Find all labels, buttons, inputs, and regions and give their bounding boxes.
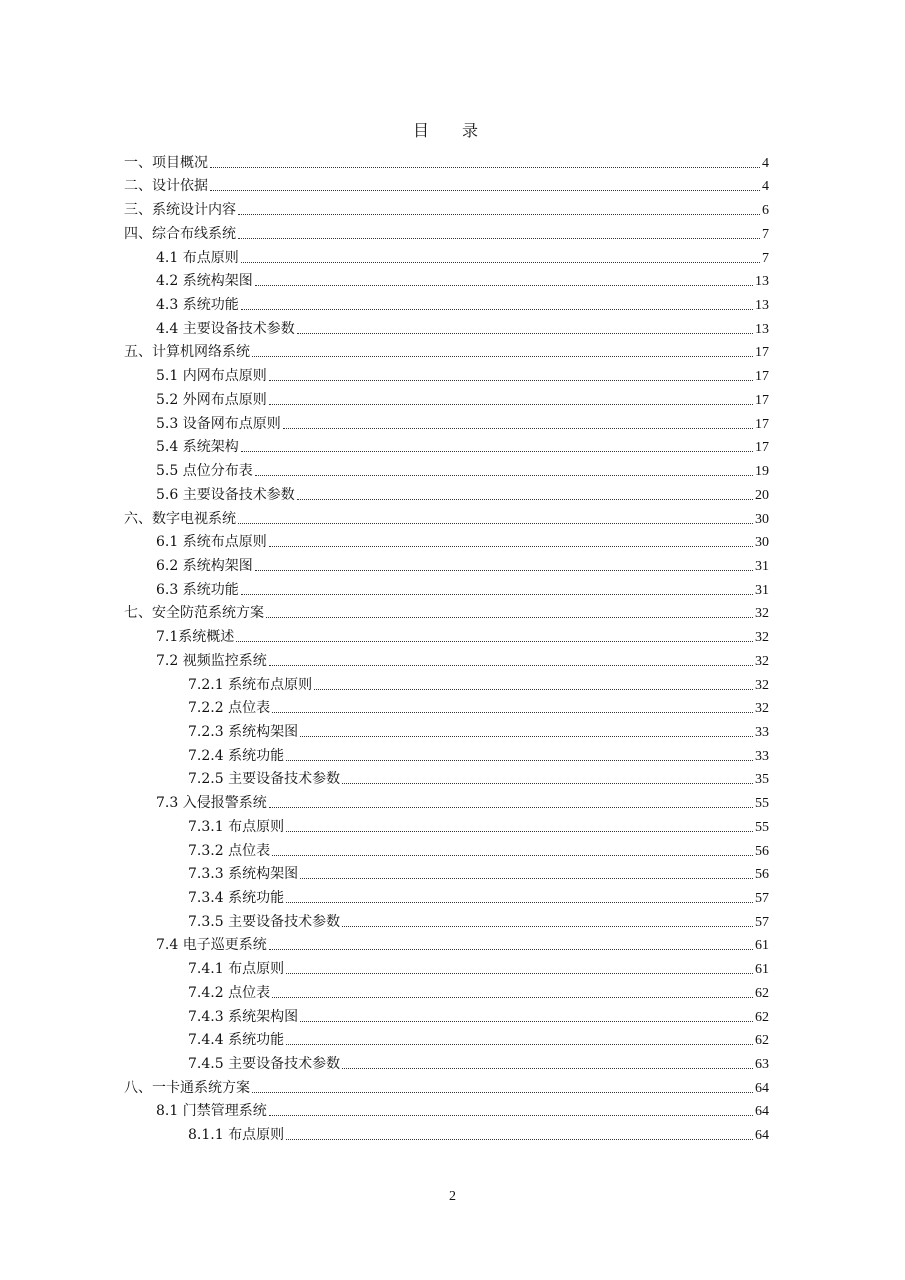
toc-entry-page: 56 — [755, 843, 769, 859]
toc-entry-title: 系统功能 — [182, 297, 239, 314]
toc-entry-title: 布点原则 — [228, 818, 285, 835]
toc-entry-page: 63 — [755, 1057, 769, 1073]
toc-list — [124, 151, 769, 1147]
toc-entry[interactable] — [124, 388, 769, 412]
toc-entry[interactable] — [124, 649, 769, 673]
toc-entry-page: 17 — [755, 416, 769, 432]
toc-entry-title: 入侵报警系统 — [182, 795, 267, 812]
toc-entry-page: 64 — [755, 1104, 769, 1120]
toc-entry-page: 30 — [755, 511, 769, 527]
toc-entry[interactable] — [124, 507, 769, 531]
toc-entry[interactable] — [124, 175, 769, 199]
toc-entry-number: 7.4.3 — [188, 1008, 229, 1025]
toc-dot-leader — [241, 262, 760, 263]
toc-entry-title: 项目概况 — [152, 154, 208, 171]
toc-entry-title: 主要设备技术参数 — [228, 1056, 341, 1073]
toc-entry-page: 56 — [755, 867, 769, 883]
toc-dot-leader — [252, 1092, 753, 1093]
toc-entry[interactable] — [124, 483, 769, 507]
toc-dot-leader — [238, 214, 760, 215]
toc-entry-page: 55 — [755, 796, 769, 812]
toc-entry[interactable] — [124, 886, 769, 910]
toc-dot-leader — [286, 973, 753, 974]
toc-entry[interactable] — [124, 1076, 769, 1100]
toc-entry[interactable] — [124, 815, 769, 839]
toc-entry[interactable] — [124, 531, 769, 555]
toc-entry-page: 33 — [755, 748, 769, 764]
toc-entry[interactable] — [124, 910, 769, 934]
toc-entry-number: 8.1 — [156, 1103, 183, 1120]
toc-dot-leader — [269, 665, 753, 666]
toc-entry-page: 13 — [755, 321, 769, 337]
toc-entry-number: 7.4 — [156, 937, 183, 954]
toc-dot-leader — [210, 167, 760, 168]
toc-entry-page: 30 — [755, 535, 769, 551]
toc-dot-leader — [342, 1068, 753, 1069]
toc-dot-leader — [272, 997, 753, 998]
toc-entry[interactable] — [124, 222, 769, 246]
toc-entry[interactable] — [124, 673, 769, 697]
toc-entry[interactable] — [124, 744, 769, 768]
toc-entry-number: 7.3.1 — [188, 818, 229, 835]
toc-entry-page: 62 — [755, 1009, 769, 1025]
toc-dot-leader — [241, 309, 753, 310]
toc-entry-number: 5.6 — [156, 486, 183, 503]
toc-entry-page: 61 — [755, 962, 769, 978]
toc-entry-number: 7.3.3 — [188, 866, 229, 883]
toc-entry-number: 7.2.4 — [188, 747, 229, 764]
toc-dot-leader — [269, 1115, 753, 1116]
toc-entry-page: 64 — [755, 1080, 769, 1096]
toc-entry-page: 33 — [755, 724, 769, 740]
toc-entry-title: 外网布点原则 — [182, 391, 267, 408]
toc-entry[interactable] — [124, 863, 769, 887]
toc-entry-number: 7.2.3 — [188, 723, 229, 740]
toc-dot-leader — [314, 689, 753, 690]
toc-entry-number: 6.2 — [156, 557, 183, 574]
toc-entry-page: 62 — [755, 1033, 769, 1049]
toc-entry-number: 5.4 — [156, 439, 183, 456]
toc-dot-leader — [266, 617, 753, 618]
toc-entry[interactable] — [124, 317, 769, 341]
toc-title: 目 录 — [412, 121, 493, 140]
toc-entry-page: 55 — [755, 819, 769, 835]
toc-entry-number: 4.3 — [156, 297, 183, 314]
toc-entry[interactable] — [124, 720, 769, 744]
toc-entry-page: 19 — [755, 464, 769, 480]
toc-dot-leader — [255, 570, 753, 571]
toc-entry[interactable] — [124, 459, 769, 483]
toc-dot-leader — [342, 783, 753, 784]
toc-entry-number: 7.1 — [156, 629, 179, 646]
toc-entry[interactable] — [124, 554, 769, 578]
toc-entry-page: 17 — [755, 392, 769, 408]
toc-entry-number: 5.2 — [156, 391, 183, 408]
toc-entry-number: 7.2.5 — [188, 771, 229, 788]
toc-dot-leader — [269, 546, 753, 547]
toc-entry-title: 系统布点原则 — [228, 676, 313, 693]
toc-entry-title: 系统构架图 — [182, 273, 253, 290]
toc-entry-title: 布点原则 — [182, 249, 239, 266]
toc-entry-number: 7.2.1 — [188, 676, 229, 693]
toc-entry-title: 主要设备技术参数 — [182, 486, 295, 503]
toc-entry-title: 布点原则 — [228, 1127, 285, 1144]
toc-entry[interactable] — [124, 1052, 769, 1076]
toc-entry-number: 三、 — [124, 202, 152, 219]
toc-entry-number: 4.1 — [156, 249, 183, 266]
toc-entry-number: 二、 — [124, 178, 152, 195]
toc-entry-number: 6.1 — [156, 534, 183, 551]
toc-entry[interactable] — [124, 151, 769, 175]
toc-entry-title: 内网布点原则 — [182, 368, 267, 385]
toc-dot-leader — [255, 475, 753, 476]
toc-entry-title: 系统功能 — [228, 1032, 285, 1049]
toc-dot-leader — [269, 807, 753, 808]
toc-entry-number: 7.3 — [156, 795, 183, 812]
toc-entry-title: 综合布线系统 — [152, 225, 236, 242]
toc-entry-number: 7.2.2 — [188, 700, 229, 717]
toc-entry-page: 17 — [755, 440, 769, 456]
toc-entry[interactable] — [124, 839, 769, 863]
toc-entry-page: 62 — [755, 985, 769, 1001]
toc-entry[interactable] — [124, 625, 769, 649]
toc-entry[interactable] — [124, 578, 769, 602]
page-number: 2 — [449, 1189, 456, 1204]
toc-dot-leader — [283, 428, 753, 429]
toc-dot-leader — [255, 285, 753, 286]
toc-entry-title: 门禁管理系统 — [182, 1103, 267, 1120]
toc-entry-number: 6.3 — [156, 581, 183, 598]
toc-dot-leader — [300, 878, 753, 879]
toc-entry-page: 13 — [755, 298, 769, 314]
toc-entry-page: 17 — [755, 369, 769, 385]
toc-entry-page: 31 — [755, 582, 769, 598]
toc-entry-title: 系统架构 — [182, 439, 239, 456]
toc-entry[interactable] — [124, 697, 769, 721]
toc-entry-page: 32 — [755, 653, 769, 669]
toc-entry[interactable] — [124, 791, 769, 815]
toc-entry-title: 主要设备技术参数 — [182, 320, 295, 337]
toc-entry-page: 35 — [755, 772, 769, 788]
toc-entry-number: 六、 — [124, 510, 152, 527]
toc-entry-page: 13 — [755, 274, 769, 290]
toc-entry-title: 点位表 — [228, 984, 271, 1001]
toc-entry-page: 7 — [762, 250, 769, 266]
toc-entry-number: 7.3.4 — [188, 890, 229, 906]
toc-entry-page: 4 — [762, 155, 769, 171]
toc-entry-number: 4.2 — [156, 273, 183, 290]
toc-entry-number: 5.3 — [156, 415, 183, 432]
toc-entry[interactable] — [124, 270, 769, 294]
toc-entry-title: 系统架构图 — [228, 1008, 299, 1025]
toc-entry-number: 七、 — [124, 605, 152, 622]
toc-entry[interactable] — [124, 436, 769, 460]
toc-entry-page: 17 — [755, 345, 769, 361]
toc-entry-page: 32 — [755, 677, 769, 693]
toc-entry-page: 32 — [755, 701, 769, 717]
toc-entry[interactable] — [124, 1005, 769, 1029]
toc-entry-page: 57 — [755, 891, 769, 906]
toc-entry-title: 系统构架图 — [228, 723, 299, 740]
toc-dot-leader — [300, 736, 753, 737]
toc-entry-title: 系统构架图 — [228, 866, 299, 883]
toc-dot-leader — [286, 760, 753, 761]
toc-entry[interactable] — [124, 293, 769, 317]
toc-dot-leader — [269, 380, 753, 381]
toc-entry-number: 7.2 — [156, 652, 183, 669]
toc-entry-title: 系统布点原则 — [182, 534, 267, 551]
toc-entry-page: 32 — [755, 606, 769, 622]
toc-dot-leader — [252, 356, 753, 357]
toc-entry-title: 系统功能 — [182, 581, 239, 598]
toc-entry-title: 一卡通系统方案 — [152, 1079, 250, 1096]
toc-entry-number: 一、 — [124, 154, 152, 171]
toc-dot-leader — [241, 451, 753, 452]
toc-entry-title: 设计依据 — [152, 178, 208, 195]
toc-entry-title: 计算机网络系统 — [152, 344, 250, 361]
toc-entry[interactable] — [124, 768, 769, 792]
toc-entry-title: 主要设备技术参数 — [228, 913, 341, 930]
toc-entry-title: 安全防范系统方案 — [152, 605, 264, 622]
toc-entry-title: 布点原则 — [228, 961, 285, 978]
toc-entry-number: 5.5 — [156, 463, 183, 480]
toc-entry-page: 20 — [755, 487, 769, 503]
toc-dot-leader — [238, 238, 760, 239]
toc-entry-title: 点位表 — [228, 700, 271, 717]
toc-entry-title: 系统功能 — [228, 747, 285, 764]
toc-entry[interactable] — [124, 934, 769, 958]
toc-entry-title: 主要设备技术参数 — [228, 771, 341, 788]
toc-dot-leader — [210, 190, 760, 191]
toc-entry[interactable] — [124, 981, 769, 1005]
toc-entry-number: 5.1 — [156, 368, 183, 385]
toc-dot-leader — [286, 1044, 753, 1045]
toc-dot-leader — [286, 1139, 753, 1140]
toc-dot-leader — [286, 902, 753, 903]
toc-entry-page: 4 — [762, 179, 769, 195]
toc-entry-number: 四、 — [124, 225, 152, 242]
toc-entry-title: 系统构架图 — [182, 557, 253, 574]
toc-dot-leader — [241, 594, 753, 595]
toc-dot-leader — [286, 831, 753, 832]
toc-dot-leader — [272, 712, 753, 713]
toc-entry[interactable] — [124, 1029, 769, 1053]
toc-entry-number: 7.4.2 — [188, 984, 229, 1001]
toc-entry-page: 61 — [755, 938, 769, 954]
toc-entry-number: 7.4.5 — [188, 1056, 229, 1073]
toc-dot-leader — [269, 949, 753, 950]
toc-entry[interactable] — [124, 198, 769, 222]
toc-entry-page: 32 — [755, 630, 769, 646]
toc-entry-title: 系统概述 — [178, 629, 235, 646]
toc-entry[interactable] — [124, 412, 769, 436]
toc-entry[interactable] — [124, 957, 769, 981]
toc-entry[interactable] — [124, 1100, 769, 1124]
toc-dot-leader — [342, 926, 753, 927]
toc-entry-page: 7 — [762, 226, 769, 242]
toc-dot-leader — [300, 1021, 753, 1022]
toc-entry[interactable] — [124, 1123, 769, 1147]
toc-dot-leader — [238, 523, 753, 524]
toc-entry-page: 64 — [755, 1128, 769, 1144]
toc-dot-leader — [272, 855, 753, 856]
toc-entry[interactable] — [124, 246, 769, 270]
toc-entry-number: 7.3.5 — [188, 913, 229, 930]
toc-entry-title: 电子巡更系统 — [182, 937, 267, 954]
toc-entry-page: 6 — [762, 203, 769, 219]
toc-entry-title: 系统功能 — [228, 890, 285, 906]
toc-entry-page: 31 — [755, 558, 769, 574]
toc-entry-number: 八、 — [124, 1079, 152, 1096]
toc-entry-number: 7.4.4 — [188, 1032, 229, 1049]
toc-entry-title: 点位分布表 — [182, 463, 253, 480]
toc-entry-page: 57 — [755, 914, 769, 930]
toc-entry-title: 设备网布点原则 — [182, 415, 281, 432]
toc-entry-title: 数字电视系统 — [152, 510, 236, 527]
toc-entry-number: 8.1.1 — [188, 1127, 229, 1144]
toc-dot-leader — [236, 641, 753, 642]
toc-entry-number: 7.3.2 — [188, 842, 229, 859]
toc-entry-number: 五、 — [124, 344, 152, 361]
toc-entry-number: 4.4 — [156, 320, 183, 337]
toc-entry-title: 点位表 — [228, 842, 271, 859]
toc-entry[interactable] — [124, 341, 769, 365]
toc-entry-title: 系统设计内容 — [152, 202, 236, 219]
toc-entry-title: 视频监控系统 — [182, 652, 267, 669]
toc-dot-leader — [297, 499, 753, 500]
toc-entry[interactable] — [124, 602, 769, 626]
toc-dot-leader — [297, 333, 753, 334]
toc-dot-leader — [269, 404, 753, 405]
toc-entry-number: 7.4.1 — [188, 961, 229, 978]
toc-entry[interactable] — [124, 364, 769, 388]
